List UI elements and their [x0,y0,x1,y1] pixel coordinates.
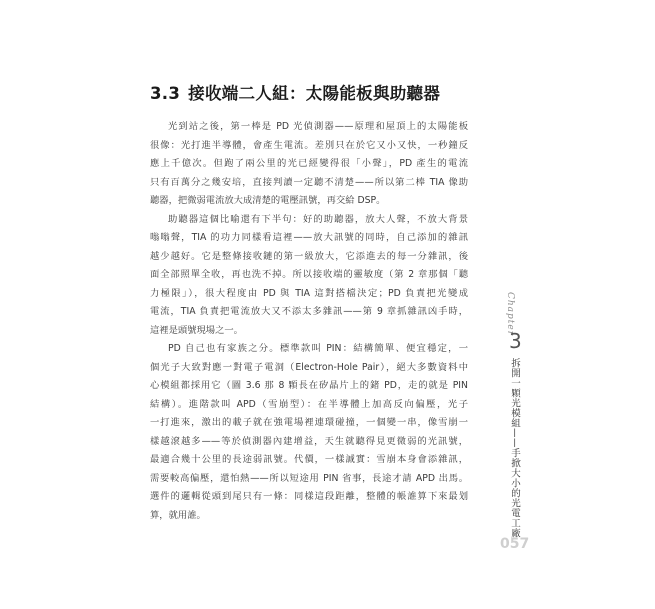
text-line: 選件的邏輯從頭到尾只有一條：同樣這段距離，整體的帳誰算下來最划 [150,491,468,502]
text-line: 應上千億次。但跑了兩公里的光已經變得很「小聲」，PD 產生的電流 [150,158,468,169]
paragraph [150,340,468,525]
text-line: 這裡是頭號現場之一。 [150,324,243,336]
text-line: 只有百萬分之幾安培，直接判讀一定聽不清楚——所以第二棒 TIA 像助 [150,176,468,188]
text-line: 力極限」），很大程度由 PD 與 TIA 這對搭檔決定；PD 負責把光變成 [150,287,468,299]
text-line: 很像：光打進半導體，會產生電流。差別只在於它又小又快，一秒鐘反 [150,139,468,151]
section-title: 接收端二人組：太陽能板與助聽器 [188,84,441,103]
text-line: 嗡嗡聲，TIA 的功力同樣看這裡——放大訊號的同時，自己添加的雜訊 [150,232,468,243]
text-line: PD 自己也有家族之分。標準款叫 PIN：結構簡單、便宜穩定，一 [168,343,468,354]
chapter-side-tab [497,292,525,538]
text-line: 結構）。進階款叫 APD（雪崩型）：在半導體上加高反向偏壓，光子 [150,398,468,410]
text-line: 一打進來，激出的載子就在強電場裡連環碰撞，一個變一串，像雪崩一 [150,417,468,428]
page-number: 057 [500,536,530,552]
chapter-title: 拆開一顆光模組——手掀大小的光電工廠 [509,358,520,538]
text-line: 心模組都採用它（圖 3.6 那 8 顆長在矽晶片上的鍺 PD，走的就是 PIN [150,380,468,391]
text-line: 光到站之後，第一棒是 PD 光偵測器——原理和屋頂上的太陽能板 [168,121,468,132]
chapter-number: 3 [509,329,522,353]
text-line: 聽器，把微弱電流放大成清楚的電壓訊號，再交給 DSP。 [150,195,386,206]
text-line: 助聽器這個比喻還有下半句：好的助聽器，放大人聲，不放大背景 [168,213,468,225]
text-line: 樣越滾越多——等於偵測器內建增益，天生就聽得見更微弱的光訊號， [150,435,468,447]
text-line: 個光子大致對應一對電子電洞（Electron-Hole Pair），絕大多數資料中 [150,361,468,373]
text-line: 算，就用誰。 [150,509,206,521]
text-line: 需要較高偏壓，還怕熱——所以短途用 PIN 省事，長途才請 APD 出馬。 [150,472,468,484]
text-line: 越少越好。它是整條接收鏈的第一級放大，它添進去的每一分雜訊，後 [150,250,468,262]
text-line: 最適合幾十公里的長途弱訊號。代價，一樣誠實：雪崩本身會添雜訊， [150,454,468,465]
body-text [150,118,468,525]
section-heading [150,80,480,102]
text-line: 面全部照單全收，再也洗不掉。所以接收端的靈敏度（第 2 章那個「聽 [150,269,468,280]
paragraph [150,211,468,341]
section-number: 3.3 [150,84,181,103]
text-line: 電流，TIA 負責把電流放大又不添太多雜訊——第 9 章抓雜訊凶手時， [150,306,468,317]
paragraph [150,118,468,211]
chapter-script-label: Chapter [505,292,515,337]
